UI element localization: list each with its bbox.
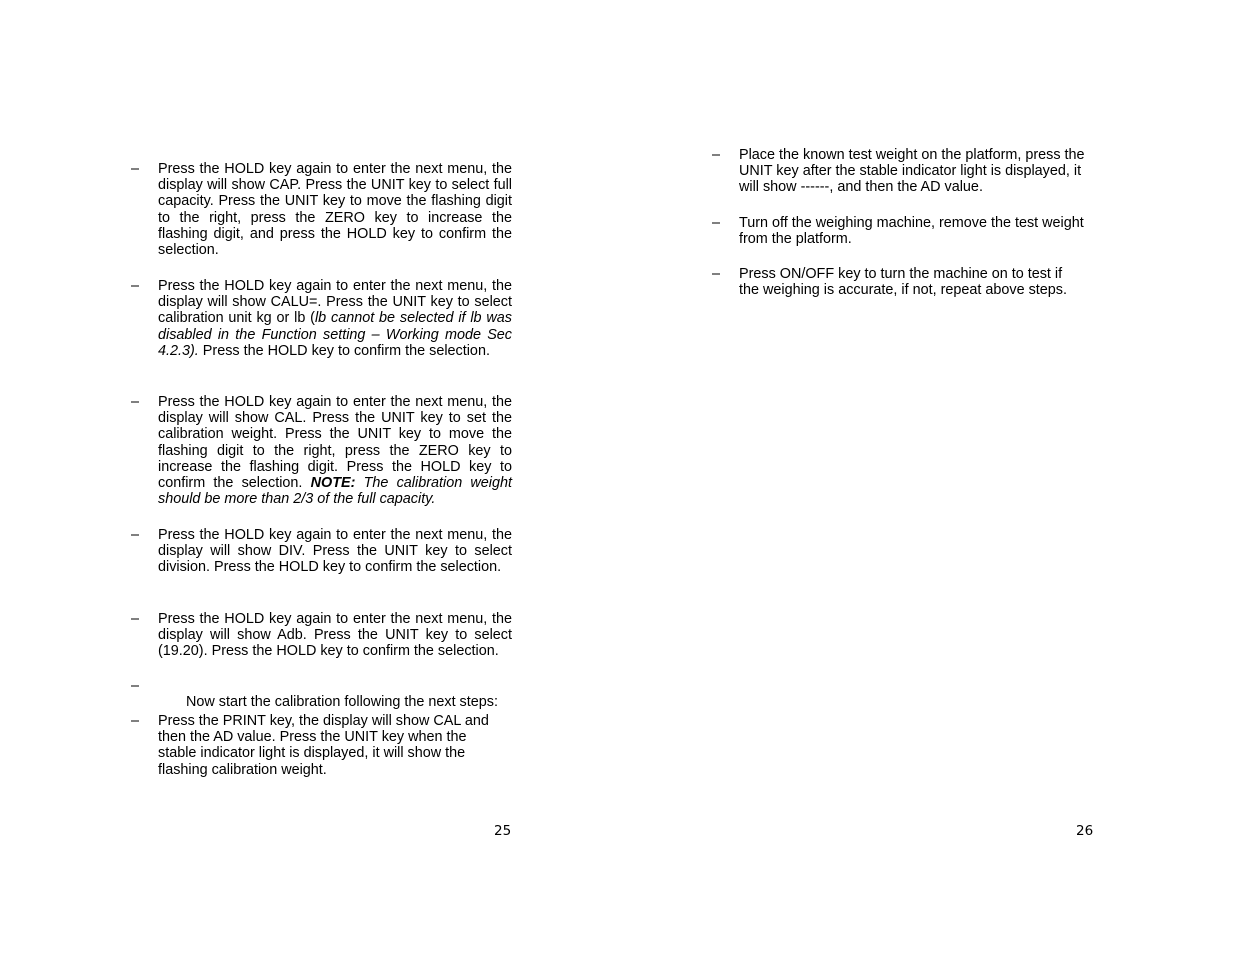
list-item-text <box>158 278 512 359</box>
text-run-italic: lb cannot be selected if lb was disabled in the Function setting – Working mode Sec 4.2.3). <box>158 310 512 359</box>
note-label: NOTE: <box>310 475 356 492</box>
dash-bullet: – <box>131 161 140 177</box>
list-item-text <box>158 394 512 507</box>
text-run: Press the PRINT key, the display will show CAL and then the AD value. Press the UNIT key when the stable indicator light is displayed, it will show the flashing calibration weight. <box>158 713 489 778</box>
list-item-text <box>739 147 1101 196</box>
text-run: Press ON/OFF key to turn the machine on to test if the weighing is accurate, if not, repeat above steps. <box>739 266 1067 299</box>
text-run: Place the known test weight on the platform, press the UNIT key after the stable indicator light is displayed, it will show ------, and then the AD value. <box>739 147 1085 196</box>
dash-bullet: – <box>712 215 721 231</box>
list-item-text <box>158 161 512 258</box>
page-number: 25 <box>494 823 512 839</box>
dash-bullet: – <box>131 713 140 729</box>
text-run: Now start the calibration following the next steps: <box>182 694 498 711</box>
dash-bullet: – <box>131 678 140 694</box>
list-item-text <box>739 215 1101 247</box>
dash-bullet: – <box>131 611 140 627</box>
text-run: Press the HOLD key again to enter the next menu, the display will show CALU=. Press the UNIT key to select calibration unit kg or lb ( <box>158 278 512 327</box>
text-run: Press the HOLD key again to enter the next menu, the display will show Adb. Press the UNIT key to select (19.20). Press the HOLD key to confirm the selection. <box>158 611 512 660</box>
text-run: Press the HOLD key again to enter the next menu, the display will show CAP. Press the UNIT key to select full capacity. Press the UNIT key to move the flashing digit to the right, press the ZERO key to increase the flashing digit, and press the HOLD key to confirm the selection. <box>158 161 512 259</box>
dash-bullet: – <box>712 147 721 163</box>
page-25 <box>0 0 617 954</box>
list-item-text <box>158 527 512 576</box>
text-run: Press the HOLD key again to enter the next menu, the display will show DIV. Press the UNIT key to select division. Press the HOLD key to confirm the selection. <box>158 527 512 576</box>
dash-bullet: – <box>131 394 140 410</box>
list-item-text <box>158 713 504 778</box>
page-number: 26 <box>1076 823 1094 839</box>
text-run-italic: The calibration weight should be more than 2/3 of the full capacity. <box>158 475 512 508</box>
dash-bullet: – <box>131 278 140 294</box>
text-run: Press the HOLD key to confirm the selection. <box>198 342 490 359</box>
list-item-text <box>158 611 512 660</box>
text-run: Turn off the weighing machine, remove the test weight from the platform. <box>739 215 1084 248</box>
text-run: Press the HOLD key again to enter the next menu, the display will show CAL. Press the UNIT key to set the calibration weight. Press the UNIT key to move the flashing digit to the right, press the ZERO key to increase the flashing digit. Press the HOLD key to confirm the selection. <box>158 394 512 492</box>
list-item-text <box>739 266 1084 298</box>
page-26 <box>617 0 1235 954</box>
dash-bullet: – <box>712 266 721 282</box>
dash-bullet: – <box>131 527 140 543</box>
